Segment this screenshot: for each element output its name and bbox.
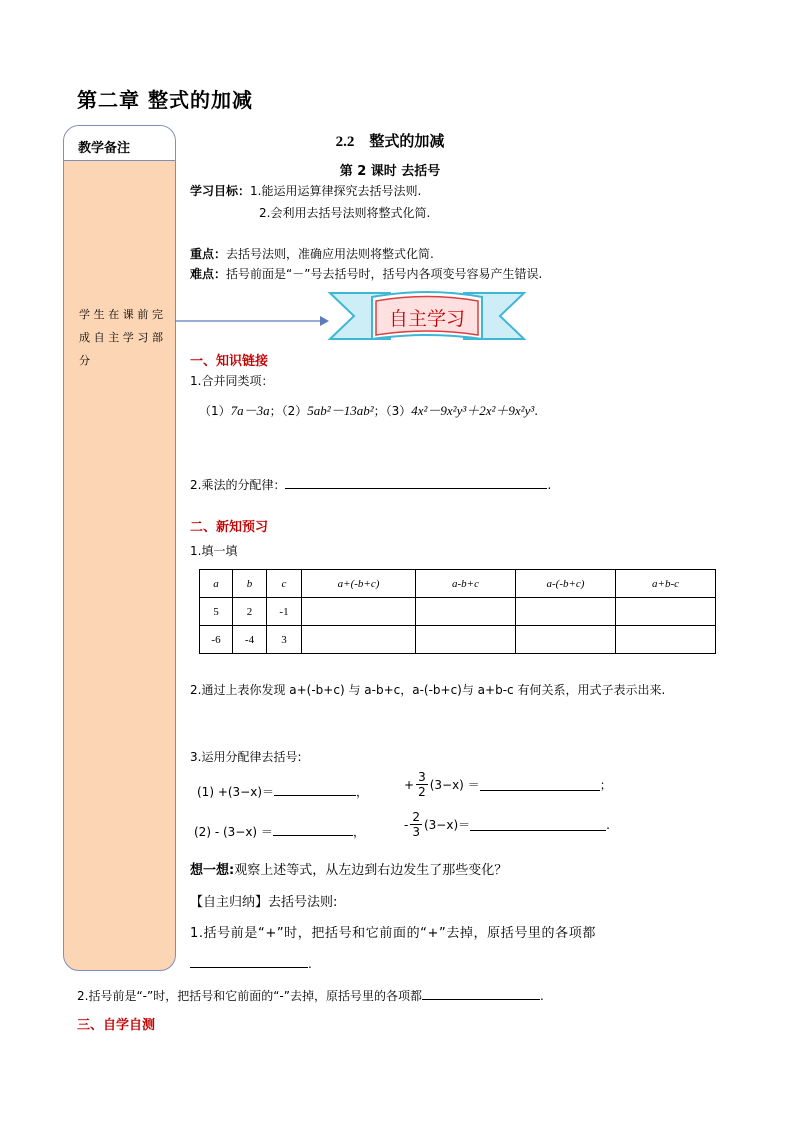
expr1-sep: ， bbox=[356, 785, 369, 799]
q2-end: . bbox=[547, 478, 552, 492]
objectives-label: 学习目标： bbox=[190, 184, 251, 198]
think-label: 想一想: bbox=[190, 863, 235, 878]
expr3-left: (2) - (3−x) ＝ bbox=[194, 825, 273, 839]
table-cell: -1 bbox=[267, 598, 302, 626]
expr2-sign: + bbox=[404, 777, 415, 792]
difficulty bbox=[190, 265, 542, 282]
summary bbox=[190, 891, 337, 910]
expr2-blank[interactable] bbox=[480, 778, 600, 791]
table-row bbox=[200, 598, 716, 626]
table-answer-cell[interactable] bbox=[516, 598, 616, 626]
table-cell: 5 bbox=[200, 598, 233, 626]
rule2-end: . bbox=[539, 989, 544, 1003]
part1-heading: 一、知识链接 bbox=[190, 354, 269, 369]
q1-paren-3: ；（3） bbox=[373, 404, 412, 418]
table-header-row bbox=[200, 570, 716, 598]
table-row bbox=[200, 626, 716, 654]
difficulty-text: 括号前面是“－”号去括号时，括号内各项变号容易产生错误. bbox=[226, 267, 543, 281]
sidebar-note: 学生在课前完成自主学习部分 bbox=[79, 308, 165, 367]
table-cell: -4 bbox=[233, 626, 267, 654]
distributive-law-label: 2.乘法的分配律： bbox=[190, 478, 286, 492]
rule-2 bbox=[77, 987, 544, 1004]
table-header: a+(-b+c) bbox=[302, 570, 416, 598]
fraction-2-3 bbox=[410, 810, 422, 839]
q1-paren-2: ；（2） bbox=[269, 404, 308, 418]
fill-in-table bbox=[199, 569, 716, 654]
key-point-label: 重点： bbox=[190, 247, 227, 261]
q1-expression-3: 4x²－9x²y³＋2x²＋9x²y³ bbox=[411, 403, 535, 418]
part2-q3: 3.运用分配律去括号: bbox=[190, 750, 302, 764]
key-point bbox=[190, 245, 434, 262]
chapter-title: 第二章 整式的加减 bbox=[77, 88, 253, 112]
summary-label: 【自主归纳】 bbox=[190, 895, 269, 910]
difficulty-label: 难点： bbox=[190, 267, 227, 281]
objective-1-text: 1.能运用运算律探究去括号法则. bbox=[250, 184, 422, 198]
expr3-blank[interactable] bbox=[273, 823, 353, 836]
table-cell: -6 bbox=[200, 626, 233, 654]
lesson-title: 第 2 课时 去括号 bbox=[339, 164, 441, 179]
table-answer-cell[interactable] bbox=[616, 598, 716, 626]
table-header: b bbox=[233, 570, 267, 598]
table-header: a-(-b+c) bbox=[516, 570, 616, 598]
q1-expression-2: 5ab²－13ab² bbox=[307, 403, 374, 418]
q1-paren-1: （1） bbox=[199, 404, 231, 418]
sidebar-header-label: 教学备注 bbox=[78, 141, 131, 156]
expr4-end: . bbox=[606, 817, 610, 832]
table-answer-cell[interactable] bbox=[302, 626, 416, 654]
fraction-denominator: 3 bbox=[412, 825, 420, 839]
expr4-right: (3−x)＝ bbox=[423, 818, 471, 832]
table-answer-cell[interactable] bbox=[416, 626, 516, 654]
expression-row-2-b bbox=[404, 810, 610, 839]
rule-1-answer bbox=[190, 955, 312, 971]
sidebar-header bbox=[64, 126, 175, 161]
fraction-numerator: 3 bbox=[418, 770, 426, 784]
q1-expression-1: 7a－3a bbox=[230, 403, 270, 418]
expr4-blank[interactable] bbox=[470, 818, 606, 831]
rule1-blank[interactable] bbox=[190, 955, 308, 968]
summary-text: 去括号法则: bbox=[268, 895, 338, 910]
table-answer-cell[interactable] bbox=[516, 626, 616, 654]
q1-end: . bbox=[534, 404, 539, 418]
section-title: 2.2 整式的加减 bbox=[335, 134, 445, 150]
part2-heading: 二、新知预习 bbox=[190, 520, 269, 535]
expression-row-1 bbox=[197, 783, 368, 800]
arrow-right-icon bbox=[175, 313, 330, 329]
rule1-end: . bbox=[308, 957, 312, 971]
fraction-numerator: 2 bbox=[412, 810, 420, 824]
banner-text: 自主学习 bbox=[388, 308, 466, 330]
expression-row-1-b bbox=[404, 770, 612, 799]
part3-heading: 三、自学自测 bbox=[77, 1018, 156, 1033]
objective-1 bbox=[190, 182, 421, 199]
table-answer-cell[interactable] bbox=[416, 598, 516, 626]
expr2-end: ； bbox=[599, 778, 612, 792]
expr4-sign: - bbox=[404, 817, 409, 832]
table-header: a-b+c bbox=[416, 570, 516, 598]
expression-row-2 bbox=[194, 823, 365, 840]
part2-q2: 2.通过上表你发现 a+(-b+c) 与 a-b+c，a-(-b+c)与 a+b-c 有何关系，用式子表示出来. bbox=[190, 683, 666, 697]
distributive-law-blank[interactable] bbox=[285, 476, 547, 489]
table-cell: 3 bbox=[267, 626, 302, 654]
expr1-blank[interactable] bbox=[274, 783, 356, 796]
expr1-left: (1) +(3−x)＝ bbox=[197, 785, 275, 799]
rule-1: 1.括号前是“+”时，把括号和它前面的“+”去掉，原括号里的各项都 bbox=[190, 926, 596, 941]
rule2-text: 2.括号前是“-”时，把括号和它前面的“-”去掉，原括号里的各项都 bbox=[77, 989, 422, 1003]
table-answer-cell[interactable] bbox=[302, 598, 416, 626]
key-point-text: 去括号法则，准确应用法则将整式化简. bbox=[226, 247, 434, 261]
part1-q1-expressions bbox=[199, 400, 538, 419]
table-answer-cell[interactable] bbox=[616, 626, 716, 654]
expr2-right: (3−x) ＝ bbox=[429, 778, 480, 792]
teaching-notes-sidebar bbox=[63, 125, 176, 971]
table-header: a+b-c bbox=[616, 570, 716, 598]
table-cell: 2 bbox=[233, 598, 267, 626]
part1-q2 bbox=[190, 476, 551, 493]
part1-q1-label: 1.合并同类项： bbox=[190, 374, 274, 388]
think-prompt bbox=[190, 859, 507, 878]
table-header: a bbox=[200, 570, 233, 598]
self-study-banner bbox=[328, 287, 526, 345]
fraction-3-2 bbox=[416, 770, 428, 799]
table-header: c bbox=[267, 570, 302, 598]
rule2-blank[interactable] bbox=[422, 987, 540, 1000]
think-text: 观察上述等式，从左边到右边发生了那些变化？ bbox=[234, 863, 508, 878]
part2-q1: 1.填一填 bbox=[190, 544, 238, 558]
fraction-denominator: 2 bbox=[418, 785, 426, 799]
expr3-sep: ， bbox=[352, 825, 365, 839]
objective-2: 2.会利用去括号法则将整式化简. bbox=[259, 206, 431, 220]
